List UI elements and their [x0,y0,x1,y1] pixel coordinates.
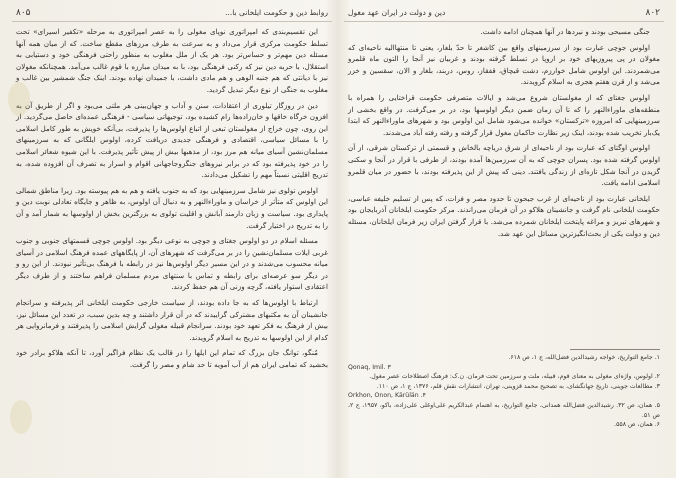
right-page-body [344,22,664,356]
paragraph: اولوس جغتای که از مغولستان شروع می‌شد و ایالات متصرفی حکومت قراختایی را همراه با منطقه‌های ماوراءالنهر را که تا آن زمان ضمن دیگر اولوسها بود، در بر می‌گرفت. در واقع بخشی از سرزمینهایی که امروزه «ترکستان» خوانده می‌شود شامل این اولوس بود و شهرهای ماوراءالنهر که ابتدا یک‌بار تخریب شده بودند، اینک زیر نظارت حاکمان مغول قرار گرفته و رفته رفته آباد می‌شدند. [348,92,660,137]
paper-stain [10,400,32,434]
paper-stain [8,82,30,116]
paragraph: اولوس جوچی عبارت بود از سرزمینهای واقع بین کاشغر تا حدّ بلغار، یعنی تا منتهاالیه ناحیه‌ای که مغولان در پی پیروزیهای خود بر اروپا در تسلط گرفته بودند و غربیان نیز آنجا را التون ماه قلمرو می‌شمردند. این اولوس شامل خوارزم، دشت قبچاق، قفقاز، روس، دربند، بلغار و الان، سقسین و خزر می‌شد و از قرن هفتم هجری به اسلام گرویدند. [348,42,660,87]
footnote: Qonaq, Imil. ۳ [348,363,391,371]
paragraph: اولوس اوگتای که عبارت بود از ناحیه‌ای از شرق دریاچه بالخاش و قسمتی از ترکستان شرقی، از آن اولوس گرفته شده بود. پسران جوچی که به آن سرزمین‌ها آمده بودند، از طرفی با قرار در آنجا و سکنی گزیدن در آنجا شکل تازه‌ای از زندگی یافتند. دینی که پیش از این پذیرفته بودند، با حضور در میان قلمرو اسلامی ادامه یافت. [348,143,660,188]
paragraph: ارتباط با اولوس‌ها که به جا داده بودند، از سیاست خارجی حکومت ایلخانی اثر پذیرفته و سرانجام جانشینان آن به مکتبهای مشترکی گراییدند که در آن قرار داشتند و چه بدین سبب، در تعدد این مسائل نیز، بیش از فرهنگ به فکر تعهد خود بودند. سرانجام قبیله مغولی گرایش اسلامی را پذیرفتند و فرمانروایی هر کدام از این اولوسها به تدریج به اسلام گرویدند. [16,298,328,342]
page-number: ۸۰۵ [16,8,31,18]
right-page-header [344,8,664,22]
footnote: ۵. همان، ص ۳۲. رشیدالدین فضل‌الله همدانی، جامع التواریخ، به اهتمام عبدالکریم علی‌اوغلی علی‌زاده، باکو، ۱۹۵۷، ج ۲، ص ۵۱. [348,401,660,419]
left-page-body [12,22,332,371]
running-head: روابط دین و حکومت ایلخانی با... [225,8,328,17]
page-number: ۸۰۲ [645,8,660,18]
paragraph: جنگی مسیحی بودند و نیردها در آنها همچنان ادامه داشت. [480,27,650,36]
left-page-header [12,8,332,22]
footnote: ۱. جامع التواریخ، خواجه رشیدالدین فضل‌الله، ج ۱، ص ۶۱۸. [508,354,660,361]
footnote: ۶. همان، ص ۵۵۸. [614,421,660,429]
paragraph: دین در روزگار تیلوری از اعتقادات، سنن و آداب و جهان‌بینی هر ملتی می‌بود و اگر از طریق آن به افزون خرگاه خاقها و خان‌زاده‌ها رام کشیده بود، توجیهاتی سیاسی - فرهنگی عمده‌ای حاصل می‌گردید. از این روی، چون خراج از مغولستان تبعی از اتباع اولوس‌ها را پذیرفت، بی‌آنکه خویش به طور کامل اسلامی را با مسائل سیاسی، اقتصادی و فرهنگی جدیدی دریافت کرده، اولوس ایلگانی که به سرزمینهای مسلمان‌نشین آسیای میانه هم مرز بود، از مذهبها بیش از پیش تأثیر پذیرفت. با این شیوه شعائر اسلامی را در خود پذیرفته بود که در برابر نیروهای جنگزوجاجهانی اقوام و اسرار به تصرف آن افزوده شده، به تدریج اقلیتی نسبتاً مهم را تشکیل می‌دادند. [16,100,328,180]
paragraph: اولوس تولوی نیز شامل سرزمینهایی بود که به جنوب یافته و هم به هم پیوسته بود. زیرا مناطق شمالی این اولوس که متأثر از خراسان و ماوراءالنهر و به دنبال آن اولوس، به ظاهر و جایگاه تعادلی نوبت دین و پایداری بود. سیاست و زبان دارمند آبانش و اقلیت تولوی به بزرگترین بخش از اولوسها به شمار آمد و آن را به تدریج در اختیار گرفت. [16,185,328,230]
footnote-rule [570,349,660,350]
paragraph: مُنگو، توانگ جان بزرگ که تمام این ایلها را در قالب یک نظام فراگیر آورد، تا آنکه هلاکو برادر خود بخشید که تمامی ایران هم از آب آمویه تا حد شام و مصر را گرفت. [16,348,328,370]
footnote: ۳. مطالعات جوینی، تاریخ جهانگشای، به تصحیح محمد قزوینی، تهران، انتشارات نقش قلم، ۱۳۷۶، ج ۱، ص ۱۱۰. [376,382,660,390]
left-page [12,8,332,470]
footnotes [344,346,664,430]
footnote: ۲. اولوس، واژه‌ای مغولی به معنای قوم، قبیله، ملت و سرزمین تحت فرمان. ن.ک: فرهنگ اصطلاحات عصر مغول. [369,373,660,381]
paragraph: ایلخانی عبارت بود از ناحیه‌ای از غرب جیحون تا حدود مصر و فرات، که پس از تسلیم خلیفه عباسی، حکومت ایلخانی نام گرفت و جانشینان هلاکو در آن فرمان می‌راندند. مرکز حکومت ایلخانان آذربایجان بود و شهرهای تبریز و مراغه پایتخت ایلخانان شمرده می‌شد. با قرار گرفتن ایران زیر فرمان ایلخانان، مسئله دین و دولت یکی از بحث‌انگیزترین مسائل این عهد شد. [348,193,660,238]
paragraph: مسئله اسلام در دو اولوس جغتای و جوچی به نوعی دیگر بود. اولوس جوچی قسمتهای جنوبی و جنوب غربی ایلات مسلمان‌نشین را در بر می‌گرفت که شهرهای آن، از پایگاههای عمده فرهنگ اسلامی در آسیای میانه محسوب می‌شدند و در این مسیر دیگر اولوس‌ها نیز در رابطه با فرهنگ بی‌تأثیر نبودند. از این رو و در دیگر سو عرصه‌ای برای رابطه و تماس با سنتهای مردم مسلمان فراهم ساختند و از طرف دیگر اعتقادی استوار یافته، گرچه وزنی آن هم حفظ کردند. [16,236,328,292]
footnote: Orkhon, Onon, Kärülän .۴ [348,392,426,400]
paragraph: این تقسیم‌بندی که امپراتوری نوپای مغولی را به عصر امپراتوری به مرحله «تکفیر اسیرای» تحت تسلط حکومت مرکزی قرار می‌داد و به سرعت به طرف مرزهای مقطع ساخت. که از میان همه آنها مسئله دین مهم‌تر و حساس‌تر بود. هر یک از ملل مغلوب به منظور راحتی فرهنگی خود و دستیابی به استقلال، با حربه دین نیز که رکنی فرهنگی بود، با به میدان مبارزه با قوم غالب می‌آمد. همچنانکه مغولان نیز با دیانتی که هم جنبه الوهی و هم مادی داشت، با جمیدان نهاده بودند. اینک جنگ شمشیر بین غالب و مغلوب به جنگی از نوع دیگر تبدیل گردید. [16,27,328,94]
right-page [344,8,664,470]
running-head: دین و دولت در ایران عهد مغول [348,8,446,17]
